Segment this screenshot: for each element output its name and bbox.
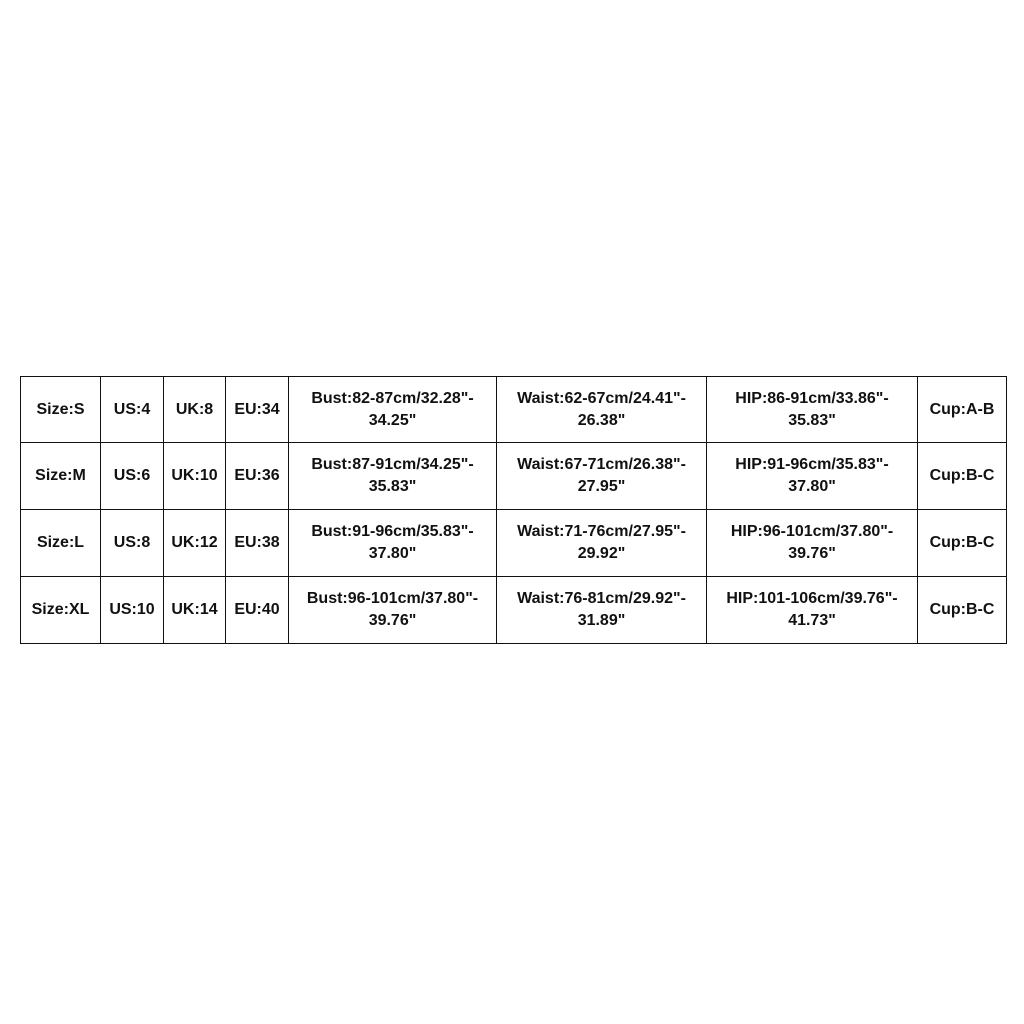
uk-size-cell: UK:14 [164, 577, 226, 644]
cup-cell: Cup:B-C [918, 443, 1007, 510]
waist-cell: Waist:67-71cm/26.38"- 27.95" [497, 443, 707, 510]
bust-cell: Bust:96-101cm/37.80"- 39.76" [289, 577, 497, 644]
uk-size-cell: UK:10 [164, 443, 226, 510]
size-cell: Size:L [21, 510, 101, 577]
waist-cell: Waist:71-76cm/27.95"- 29.92" [497, 510, 707, 577]
waist-cell: Waist:62-67cm/24.41"- 26.38" [497, 377, 707, 443]
hip-cell: HIP:91-96cm/35.83"- 37.80" [707, 443, 918, 510]
table-row [21, 510, 1007, 577]
eu-size-cell: EU:38 [226, 510, 289, 577]
cup-cell: Cup:B-C [918, 577, 1007, 644]
eu-size-cell: EU:36 [226, 443, 289, 510]
table-row [21, 443, 1007, 510]
us-size-cell: US:4 [101, 377, 164, 443]
eu-size-cell: EU:34 [226, 377, 289, 443]
us-size-cell: US:6 [101, 443, 164, 510]
size-cell: Size:XL [21, 577, 101, 644]
uk-size-cell: UK:12 [164, 510, 226, 577]
table-row [21, 377, 1007, 443]
bust-cell: Bust:87-91cm/34.25"- 35.83" [289, 443, 497, 510]
size-cell: Size:M [21, 443, 101, 510]
uk-size-cell: UK:8 [164, 377, 226, 443]
eu-size-cell: EU:40 [226, 577, 289, 644]
bust-cell: Bust:82-87cm/32.28"- 34.25" [289, 377, 497, 443]
table-row [21, 577, 1007, 644]
hip-cell: HIP:101-106cm/39.76"- 41.73" [707, 577, 918, 644]
waist-cell: Waist:76-81cm/29.92"- 31.89" [497, 577, 707, 644]
bust-cell: Bust:91-96cm/35.83"- 37.80" [289, 510, 497, 577]
us-size-cell: US:8 [101, 510, 164, 577]
us-size-cell: US:10 [101, 577, 164, 644]
hip-cell: HIP:86-91cm/33.86"- 35.83" [707, 377, 918, 443]
cup-cell: Cup:B-C [918, 510, 1007, 577]
hip-cell: HIP:96-101cm/37.80"- 39.76" [707, 510, 918, 577]
size-chart-table [20, 376, 1007, 644]
cup-cell: Cup:A-B [918, 377, 1007, 443]
size-cell: Size:S [21, 377, 101, 443]
